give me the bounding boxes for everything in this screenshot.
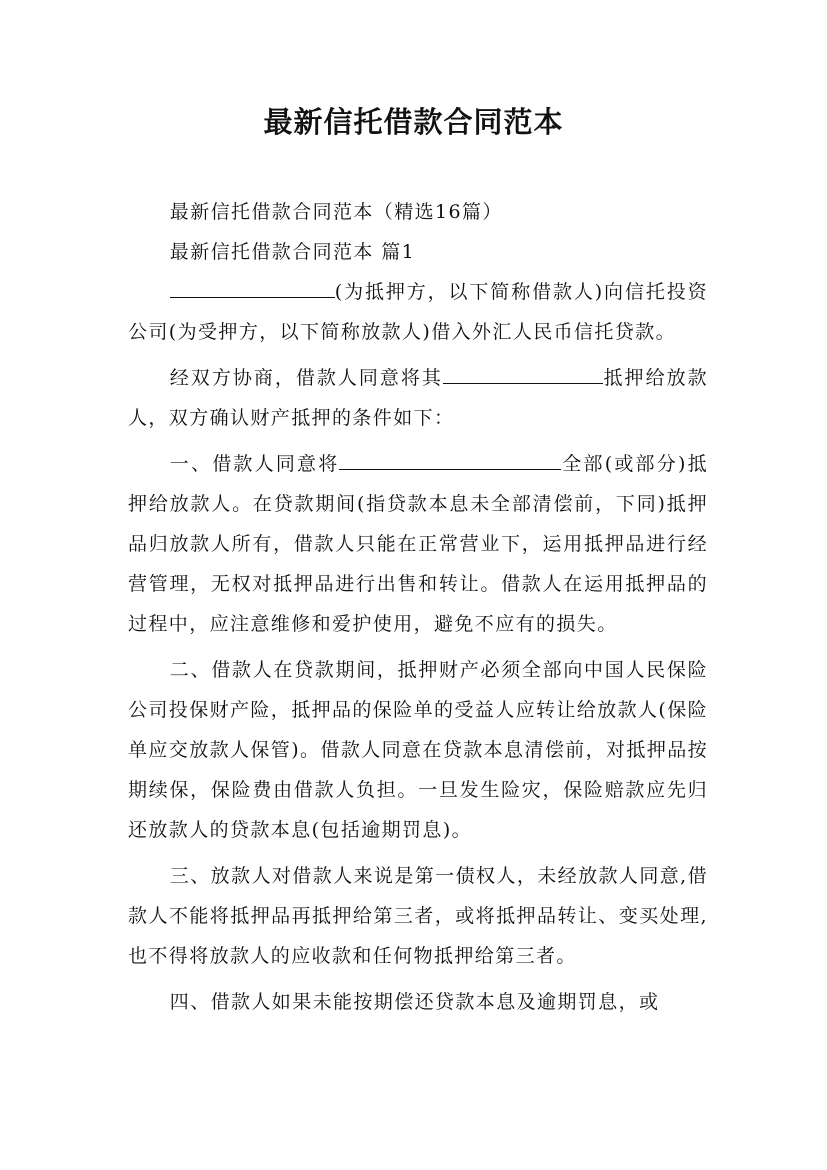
paragraph-text: 抵押给放款人，双方确认财产抵押的条件如下：: [128, 367, 708, 429]
paragraph-text: (为抵押方，以下简称借款人)向信托投资公司(为受押方，以下简称放款人)借入外汇人民币信托贷款。: [128, 281, 708, 343]
clause-3: 三、放款人对借款人来说是第一债权人，未经放款人同意,借款人不能将抵押品再抵押给第三者，或将抵押品转让、变买处理,也不得将放款人的应收款和任何物抵押给第三者。: [128, 865, 708, 967]
paragraph-text: 经双方协商，借款人同意将其: [169, 367, 443, 389]
paragraph-agreement: [128, 358, 708, 438]
fill-in-blank-borrower[interactable]: [170, 278, 335, 298]
document-title: 最新信托借款合同范本: [263, 105, 564, 139]
paragraph-borrower-intro: [128, 272, 708, 352]
clause-2: 二、借款人在贷款期间，抵押财产必须全部向中国人民保险公司投保财产险，抵押品的保险单的受益人应转让给放款人(保险单应交放款人保管)。借款人同意在贷款本息清偿前，对抵押品按期续保，保险费由借款人负担。一旦发生险灾，保险赔款应先归还放款人的贷款本息(包括逾期罚息)。: [128, 659, 709, 841]
fill-in-blank-property[interactable]: [443, 364, 603, 384]
paragraph-text: 全部(或部分)抵押给放款人。在贷款期间(指贷款本息未全部清偿前，下同)抵押品归放款人所有，借款人只能在正常营业下，运用抵押品进行经营管理，无权对抵押品进行出售和转让。借款人在运用抵押品的过程中，应注意维修和爱护使用，避免不应有的损失。: [128, 453, 708, 635]
document-body: [128, 192, 708, 1022]
clause-4: 四、借款人如果未能按期偿还贷款本息及逾期罚息，或: [169, 991, 660, 1013]
paragraph-text: 一、借款人同意将: [169, 453, 340, 475]
fill-in-blank-collateral[interactable]: [339, 450, 561, 470]
document-subtitle: 最新信托借款合同范本（精选16篇）: [169, 201, 503, 223]
clause-1: [128, 444, 708, 644]
section-heading: 最新信托借款合同范本 篇1: [169, 241, 416, 263]
